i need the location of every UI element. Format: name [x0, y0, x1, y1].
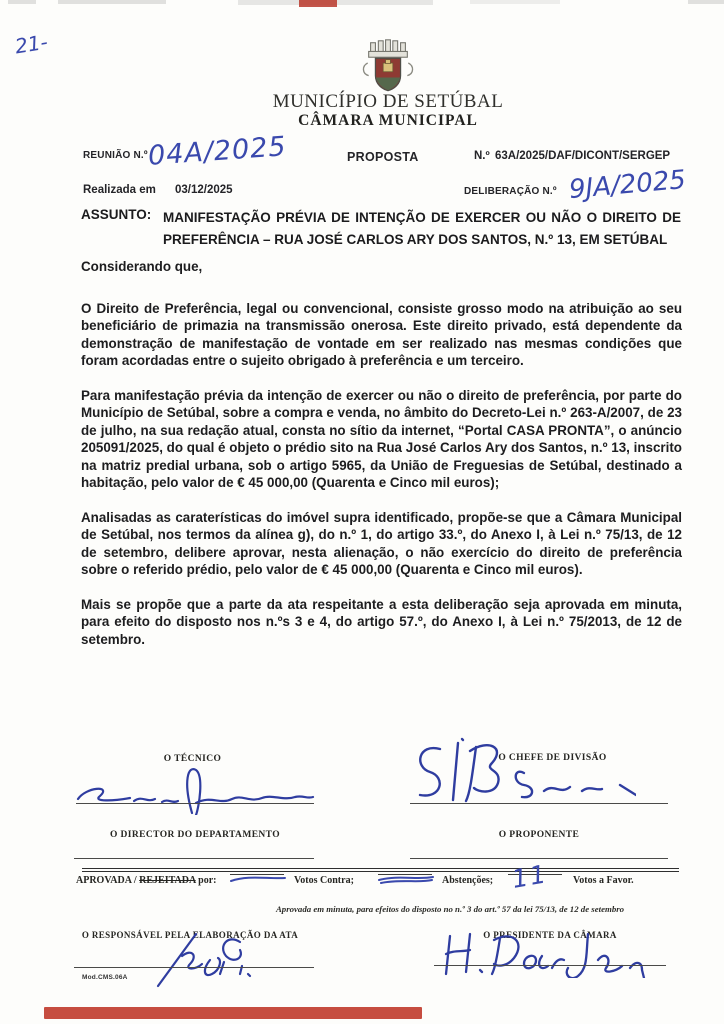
subject-text: MANIFESTAÇÃO PRÉVIA DE INTENÇÃO DE EXERCER OU NÃO O DIREITO DE PREFERÊNCIA – RUA JOSÉ CARLOS ARY DOS SANTOS, N.º 13, EM SETÚBAL [163, 210, 681, 247]
municipality-title: MUNICÍPIO DE SETÚBAL [272, 91, 504, 112]
document-body [81, 258, 682, 665]
votos-contra-label: Votos Contra; [294, 875, 354, 886]
paragraph-4: Mais se propõe que a parte da ata respeitante a esta deliberação seja aprovada em minuta, para efeito do disposto nos n.ºs 3 e 4, do artigo 57.º, do Anexo I, à Lei n.º 75/2013, de 12 de setembro. [81, 596, 682, 647]
presidente-camara-signature [436, 926, 656, 978]
votos-favor-value-handwritten: 11 [509, 859, 551, 894]
setubal-coat-of-arms-icon [359, 33, 417, 95]
tecnico-label: O TÉCNICO [163, 754, 222, 764]
presidente-signature-line [434, 965, 666, 966]
presidente-camara-label: O PRESIDENTE DA CÂMARA [483, 930, 617, 940]
responsavel-ata-signature [138, 930, 253, 988]
reuniao-label: REUNIÃO N.º [83, 150, 148, 161]
chefe-divisao-signature [406, 737, 636, 811]
aprovada-rejeitada-label [76, 875, 217, 886]
council-title: CÂMARA MUNICIPAL [298, 112, 478, 129]
votos-contra-ink-stroke [228, 872, 288, 886]
reuniao-number-handwritten: 04A/2025 [147, 131, 288, 172]
paragraph-1: O Direito de Preferência, legal ou convencional, consiste grosso modo na atribuição ao seu beneficiário de primazia na transmissão onerosa. Este direito privado, está dependente da demonstração de manifestação de vontade em ser realizado nas mesmas condições que foram acordadas entre o sujeito obrigado à preferência e um terceiro. [81, 300, 682, 368]
scan-red-mark-top [299, 0, 337, 7]
scan-streak [470, 0, 560, 4]
scan-red-mark-bottom [44, 1007, 422, 1019]
aprovada-text: APROVADA / [76, 875, 137, 886]
tecnico-signature [70, 763, 320, 815]
proposta-label: PROPOSTA [347, 150, 419, 164]
votos-favor-label: Votos a Favor. [573, 875, 634, 886]
proposta-numero-value: 63A/2025/DAF/DICONT/SERGEP [495, 150, 671, 162]
subject-label: ASSUNTO: [81, 207, 152, 222]
rejeitada-text-struck: REJEITADA [139, 875, 196, 886]
paragraph-2: Para manifestação prévia da intenção de exercer ou não o direito de preferência, por parte do Município de Setúbal, sobre a compra e venda, no âmbito do Decreto-Lei n.º 263-A/2007, de 23 de julho, na sua redação atual, consta no sítio da internet, “Portal CASA PRONTA”, o anúncio 205091/2025, do qual é objeto o prédio sito na Rua José Carlos Ary dos Santos, n.º 13, inscrito na matriz predial urbana, sob o artigo 5965, da União de Freguesias de Setúbal, destinado a habitação, pelo valor de € 45 000,00 (Quarenta e Cinco mil euros); [81, 387, 682, 490]
deliberacao-label: DELIBERAÇÃO N.º [464, 186, 557, 197]
scan-streak [8, 0, 36, 4]
proponente-signature-line [410, 858, 668, 859]
paragraph-3: Analisadas as caraterísticas do imóvel supra identificado, propõe-se que a Câmara Municipal de Setúbal, nos termos da alínea g), do n.º 1, do artigo 33.º, do Anexo I, à Lei n.º 75/13, de 12 de setembro, delibere aprovar, nesta alienação, o não exercício do direito de preferência sobre o referido prédio, pelo valor de € 45 000,00 (Quarenta e Cinco mil euros). [81, 509, 682, 577]
considerando-line: Considerando que, [81, 259, 203, 274]
handwritten-corner-note: 21- [13, 29, 50, 59]
abstencoes-ink-stroke [376, 872, 436, 886]
deliberacao-number-handwritten: 9JA/2025 [567, 164, 688, 206]
scan-streak [688, 0, 724, 4]
tecnico-signature-line [76, 803, 314, 804]
realizada-date: 03/12/2025 [175, 184, 233, 196]
abstencoes-label: Abstenções; [442, 875, 494, 886]
responsavel-signature-line [74, 967, 314, 968]
por-text: por: [198, 875, 217, 886]
scan-streak [58, 0, 166, 4]
proposta-numero-label: N.º [474, 150, 490, 162]
director-signature-line [74, 858, 314, 859]
chefe-signature-line [410, 803, 668, 804]
minute-approval-note: Aprovada em minuta, para efeitos do disposto no n.º 3 do art.º 57 da lei 75/13, de 12 de setembro [275, 904, 625, 914]
chefe-divisao-label: O CHEFE DE DIVISÃO [498, 753, 607, 763]
proponente-label: O PROPONENTE [498, 830, 580, 840]
director-departamento-label: O DIRECTOR DO DEPARTAMENTO [109, 830, 281, 840]
form-code: Mod.CMS.06A [82, 974, 128, 981]
realizada-label: Realizada em [83, 184, 156, 196]
responsavel-ata-label: O RESPONSÁVEL PELA ELABORAÇÃO DA ATA [81, 930, 299, 940]
